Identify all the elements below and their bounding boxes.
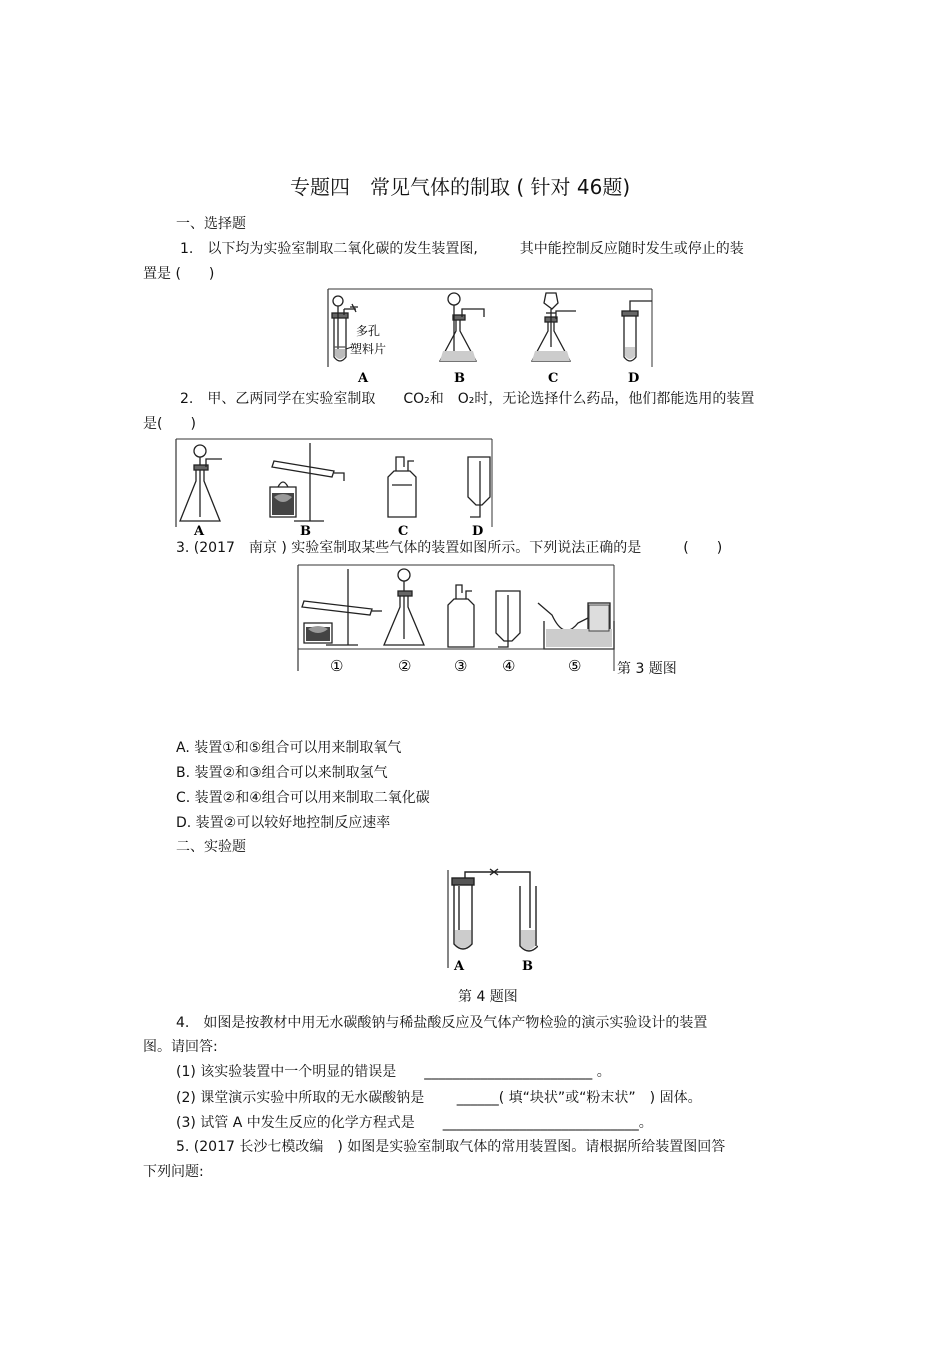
- section-heading-experiment: 二、实验题: [176, 839, 246, 855]
- q2-label-c: C: [398, 524, 409, 537]
- q1-label-a: A: [358, 371, 369, 385]
- q2-label-a: A: [194, 524, 205, 537]
- q2-label-b: B: [300, 524, 311, 537]
- q3-label-3: ③: [454, 657, 468, 675]
- question-3-option-d: D. 装置②可以较好地控制反应速率: [176, 815, 391, 831]
- q1-label-d: D: [628, 371, 640, 385]
- question-3-line1: 3. (2017 南京 ) 实验室制取某些气体的装置如图所示。下列说法正确的是 ( ): [176, 540, 723, 556]
- question-1-line2: 置是 ( ): [143, 266, 215, 282]
- question-2-figure: [174, 437, 496, 537]
- question-4-sub-2: (2) 课堂演示实验中所取的无水碳酸钠是 ______( 填“块状”或“粉末状” ) 固体。: [176, 1090, 702, 1106]
- question-4-sub-1: (1) 该实验装置中一个明显的错误是 ________________________ 。: [176, 1064, 611, 1080]
- question-3-option-c: C. 装置②和④组合可以用来制取二氧化碳: [176, 790, 430, 806]
- question-3-figure: [296, 563, 618, 677]
- question-4-sub-3: (3) 试管 A 中发生反应的化学方程式是 ____________________________。: [176, 1115, 653, 1131]
- question-4-line1: 4. 如图是按教材中用无水碳酸钠与稀盐酸反应及气体产物检验的演示实验设计的装置: [176, 1015, 708, 1031]
- q3-label-1: ①: [330, 657, 344, 675]
- q4-label-b: B: [522, 959, 533, 974]
- q4-label-a: A: [454, 959, 465, 974]
- question-2-line1: 2. 甲、乙两同学在实验室制取 CO₂和 O₂时，无论选择什么药品，他们都能选用的装置: [180, 391, 755, 407]
- question-3-option-b: B. 装置②和③组合可以来制取氢气: [176, 765, 388, 781]
- section-heading-choice: 一、选择题: [176, 216, 246, 232]
- question-1-line1: 1. 以下均为实验室制取二氧化碳的发生装置图, 其中能控制反应随时发生或停止的装: [180, 241, 744, 257]
- question-4-figure-caption: 第 4 题图: [458, 989, 518, 1005]
- question-2-line2: 是( ): [143, 416, 196, 432]
- question-5-line2: 下列问题:: [143, 1164, 204, 1180]
- q3-label-2: ②: [398, 657, 412, 675]
- q3-label-5: ⑤: [568, 657, 582, 675]
- porous-plate-label-1: 多孔: [356, 324, 381, 338]
- question-3-option-a: A. 装置①和⑤组合可以用来制取氧气: [176, 740, 402, 756]
- q1-label-c: C: [548, 371, 559, 385]
- question-4-line2: 图。请回答:: [143, 1039, 218, 1055]
- question-1-figure: [326, 287, 656, 385]
- q1-label-b: B: [454, 371, 465, 385]
- question-3-figure-caption: 第 3 题图: [617, 661, 677, 677]
- question-5-line1: 5. (2017 长沙七模改编 ) 如图是实验室制取气体的常用装置图。请根据所给装置图回答: [176, 1139, 726, 1155]
- q3-label-4: ④: [502, 657, 516, 675]
- porous-plate-label-2: 塑料片: [350, 342, 387, 356]
- q2-label-d: D: [472, 524, 484, 537]
- page-title: 专题四 常见气体的制取 ( 针对 46题): [290, 175, 631, 199]
- question-4-figure: [446, 868, 538, 974]
